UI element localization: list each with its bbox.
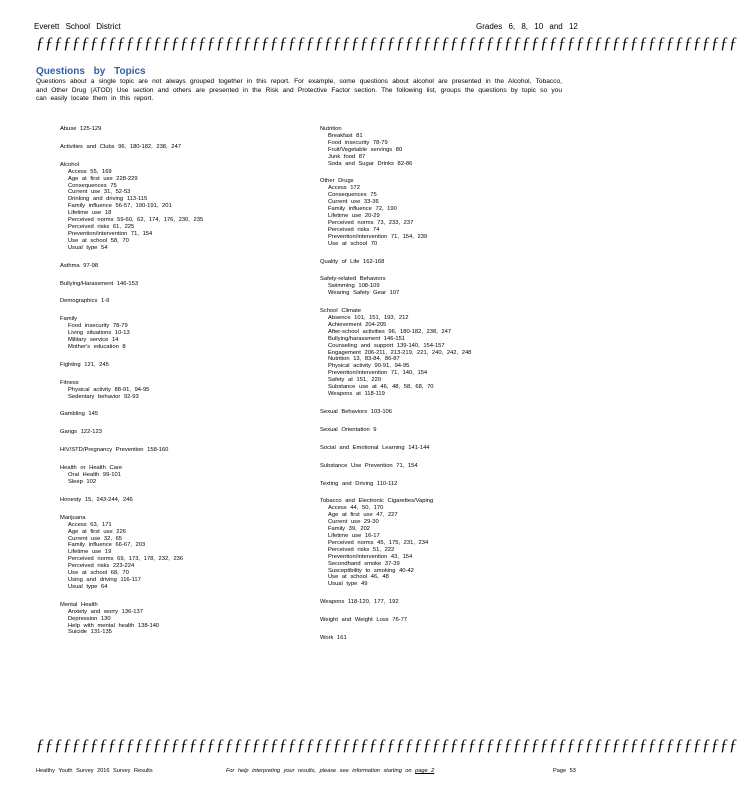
subtopic-item: Help with mental health 138-140 [68,622,160,629]
subtopic-item: Bullying/harassment 146-151 [328,335,406,342]
subtopic-item: Sedentary behavior 92-93 [68,393,139,400]
topic-heading: Gangs 122-123 [60,429,102,436]
subtopic-item: Current use 33-36 [328,199,379,206]
subtopic-item: Perceived risks 223-224 [68,563,135,570]
subtopic-item: Suicide 131-135 [68,629,112,636]
subtopic-item: Lifetime use 20-29 [328,212,380,219]
topic-heading: Abuse 125-129 [60,126,102,132]
subtopic-item: Absence 101, 151, 193, 212 [328,315,409,322]
subtopic-item: Sleep 102 [68,479,97,485]
subtopic-item: Access 172 [328,185,360,192]
topic-group [60,515,290,591]
subtopic-item: Use at school 68, 70 [68,570,129,577]
subtopic-item: Food insecurity 78-79 [328,139,388,146]
subtopic-item: Safety at 151, 220 [328,377,382,384]
subtopic-item: Achievement 204-205 [328,321,387,328]
subtopic-item: Age at first use 228-229 [68,175,138,182]
topic-heading: Honesty 15, 243-244, 246 [60,496,133,503]
subtopic-item: Substance use at 46, 48, 58, 68, 70 [328,384,434,391]
subtopic-item: Consequences 75 [328,192,377,199]
topic-group [60,497,290,504]
subtopic-item: Access 55, 169 [68,168,112,175]
topic-heading: Marijuana [60,514,86,521]
topic-heading: Work 161 [320,635,347,642]
topic-heading: School Climate [320,308,361,315]
subtopic-item: Use at school 70 [328,240,378,247]
subtopic-item: Perceived risks 51, 222 [328,546,395,553]
subtopic-item: Counseling and support 139-140, 154-157 [328,342,445,349]
subtopic-item: Prevention/intervention 71, 140, 154 [328,370,428,377]
subtopic-item: Current use 31, 52-53 [68,189,131,196]
topic-group [320,599,570,606]
subtopic-item: Oral Health 99-101 [68,472,121,479]
subtopic-item: Lifetime use 19 [68,549,112,556]
subtopic-item: Perceived norms 45, 175, 231, 234 [328,539,429,546]
subtopic-item: After-school activities 96, 180-182, 238, 247 [328,328,452,335]
topic-group [320,409,570,416]
subtopic-item: Physical activity 90-91, 94-95 [328,363,410,370]
topic-heading: Nutrition [320,126,342,132]
topic-group [60,281,290,288]
topic-group [320,259,570,266]
topic-heading: Mental Health [60,601,98,608]
topic-group [320,126,570,167]
footer-help-prefix: For help interpreting your results, please see information starting on [226,768,412,774]
subtopic-item: Soda and Sugar Drinks 82-86 [328,160,413,167]
topic-heading: Sexual Orientation 9 [320,426,377,433]
topic-heading: Health or Health Care [60,465,123,472]
topic-group [320,498,570,588]
subtopic-item: Current use 29-30 [328,519,379,526]
topic-group [60,144,290,151]
subtopic-item: Depression 130 [68,615,111,622]
subtopic-item: Engagement 206-211, 213-219, 221, 240, 242, 248 [328,349,472,356]
subtopic-item: Access 44, 50, 170 [328,505,384,512]
topic-heading: Demographics 1-9 [60,298,110,305]
topic-heading: Quality of Life 162-168 [320,258,385,265]
topic-group [60,362,290,369]
subtopic-item: Breakfast 81 [328,132,363,139]
left-topic-column [60,126,290,647]
topic-heading: Alcohol [60,161,80,168]
subtopic-item: Wearing Safety Gear 107 [328,290,400,297]
subtopic-item: Perceived risks 61, 225 [68,223,135,230]
subtopic-item: Mother's education 8 [68,343,126,350]
topic-group [320,276,570,297]
page-number: Page 53 [553,768,576,774]
subtopic-item: Perceived risks 74 [328,226,380,233]
subtopic-item: Perceived norms 73, 233, 237 [328,219,414,226]
topic-group [60,162,290,252]
subtopic-item: Current use 32, 65 [68,535,123,542]
topic-group [320,463,570,470]
subtopic-item: Physical activity 88-91, 94-95 [68,386,150,393]
intro-paragraph: Questions about a single topic are not always grouped together in this report. For example, some questions about alcohol are presented in the Alcohol, Tobacco, and Other Drug (ATOD) Use section and others are presented in the Risk and Protective Factor section. The following list, groups the questions by topic so you can easily locate them in this report. [36,78,562,103]
topic-heading: Safety-related Behaviors [320,276,386,283]
topic-group [60,126,290,133]
topic-group [60,316,290,351]
subtopic-item: Prevention/intervention 71, 154 [68,230,153,237]
footer-survey-label: Healthy Youth Survey 2016 Survey Results [36,768,153,774]
subtopic-item: Usual type 64 [68,583,108,590]
right-topic-column [320,126,570,653]
subtopic-item: Use at school 58, 70 [68,237,129,244]
topic-group [320,445,570,452]
subtopic-item: Lifetime use 18 [68,210,112,217]
bottom-divider: ƒƒƒƒƒƒƒƒƒƒƒƒƒƒƒƒƒƒƒƒƒƒƒƒƒƒƒƒƒƒƒƒƒƒƒƒƒƒƒƒƒƒƒƒƒƒƒƒƒƒƒƒƒƒƒƒƒƒƒƒƒƒƒƒƒƒƒƒƒƒƒƒƒƒƒƒƒƒ [36,737,738,754]
subtopic-item: Age at first use 47, 227 [328,512,398,519]
topic-heading: Weapons 118-120, 177, 192 [320,599,399,606]
subtopic-item: Prevention/intervention 71, 154, 239 [328,233,428,240]
topic-group [320,481,570,488]
subtopic-item: Lifetime use 16-17 [328,532,380,539]
footer-help-text [226,768,434,774]
page-title: Questions by Topics [36,66,146,77]
subtopic-item: Junk food 87 [328,153,366,160]
topic-heading: Other Drugs [320,178,354,185]
topic-heading: Social and Emotional Learning 141-144 [320,444,430,451]
topic-heading: Substance Use Prevention 71, 154 [320,462,418,469]
topic-heading: Texting and Driving 110-112 [320,480,398,487]
subtopic-item: Drinking and driving 113-115 [68,196,148,203]
subtopic-item: Usual type 54 [68,244,108,251]
topic-heading: Sexual Behaviors 103-106 [320,408,392,415]
subtopic-item: Prevention/intervention 43, 154 [328,553,413,560]
topic-heading: Asthma 97-98 [60,262,99,269]
subtopic-item: Swimming 108-109 [328,283,380,290]
topic-heading: Fighting 121, 245 [60,361,109,368]
topic-heading: Bullying/Harassment 146-153 [60,280,139,287]
topic-group [60,429,290,436]
district-name: Everett School District [34,22,121,31]
topic-heading: Weight and Weight Loss 76-77 [320,617,408,624]
subtopic-item: Family influence 72, 190 [328,206,397,213]
subtopic-item: Weapons at 118-119 [328,391,385,397]
topic-heading: Fitness [60,379,79,386]
topic-heading: Activities and Clubs 96, 180-182, 238, 247 [60,143,181,150]
topic-heading: Family [60,316,78,323]
subtopic-item: Fruit/Vegetable servings 80 [328,146,403,153]
subtopic-item: Living situations 10-13 [68,330,130,337]
topic-group [60,411,290,418]
subtopic-item: Family influence 56-57, 190-191, 201 [68,203,172,210]
topic-group [60,602,290,637]
subtopic-item: Susceptibility to smoking 40-42 [328,567,414,574]
topic-group [60,447,290,454]
subtopic-item: Age at first use 226 [68,528,126,535]
topic-heading: Tobacco and Electronic Cigarettes/Vaping [320,498,434,505]
subtopic-item: Military service 14 [68,337,119,344]
subtopic-item: Family influence 66-67, 203 [68,542,146,549]
top-divider: ƒƒƒƒƒƒƒƒƒƒƒƒƒƒƒƒƒƒƒƒƒƒƒƒƒƒƒƒƒƒƒƒƒƒƒƒƒƒƒƒƒƒƒƒƒƒƒƒƒƒƒƒƒƒƒƒƒƒƒƒƒƒƒƒƒƒƒƒƒƒƒƒƒƒƒƒƒƒ [36,35,738,52]
topic-heading: HIV/STD/Pregnancy Prevention 158-160 [60,447,169,454]
topic-group [60,465,290,486]
page-2-link[interactable]: page 2 [415,768,435,774]
topic-group [320,635,570,642]
topic-group [320,617,570,624]
topic-group [320,427,570,434]
topic-group [320,178,570,247]
subtopic-item: Consequences 75 [68,182,117,189]
subtopic-item: Food insecurity 78-79 [68,323,128,330]
subtopic-item: Anxiety and worry 136-137 [68,608,143,615]
topic-group [320,308,570,398]
topic-group [60,263,290,270]
subtopic-item: Use at school 46, 48 [328,574,389,581]
topic-heading: Gambling 145 [60,411,99,418]
grades-label: Grades 6, 8, 10 and 12 [476,22,578,31]
subtopic-item: Perceived norms 59-60, 62, 174, 176, 230, 235 [68,217,204,224]
subtopic-item: Perceived norms 69, 173, 178, 232, 236 [68,556,184,563]
subtopic-item: Access 63, 171 [68,521,112,528]
subtopic-item: Usual type 49 [328,581,368,588]
subtopic-item: Using and driving 116-117 [68,576,141,583]
topic-group [60,380,290,401]
subtopic-item: Nutrition 13, 83-84, 86-87 [328,356,400,363]
subtopic-item: Family 39, 202 [328,526,371,533]
topic-group [60,298,290,305]
subtopic-item: Secondhand smoke 37-39 [328,560,400,567]
